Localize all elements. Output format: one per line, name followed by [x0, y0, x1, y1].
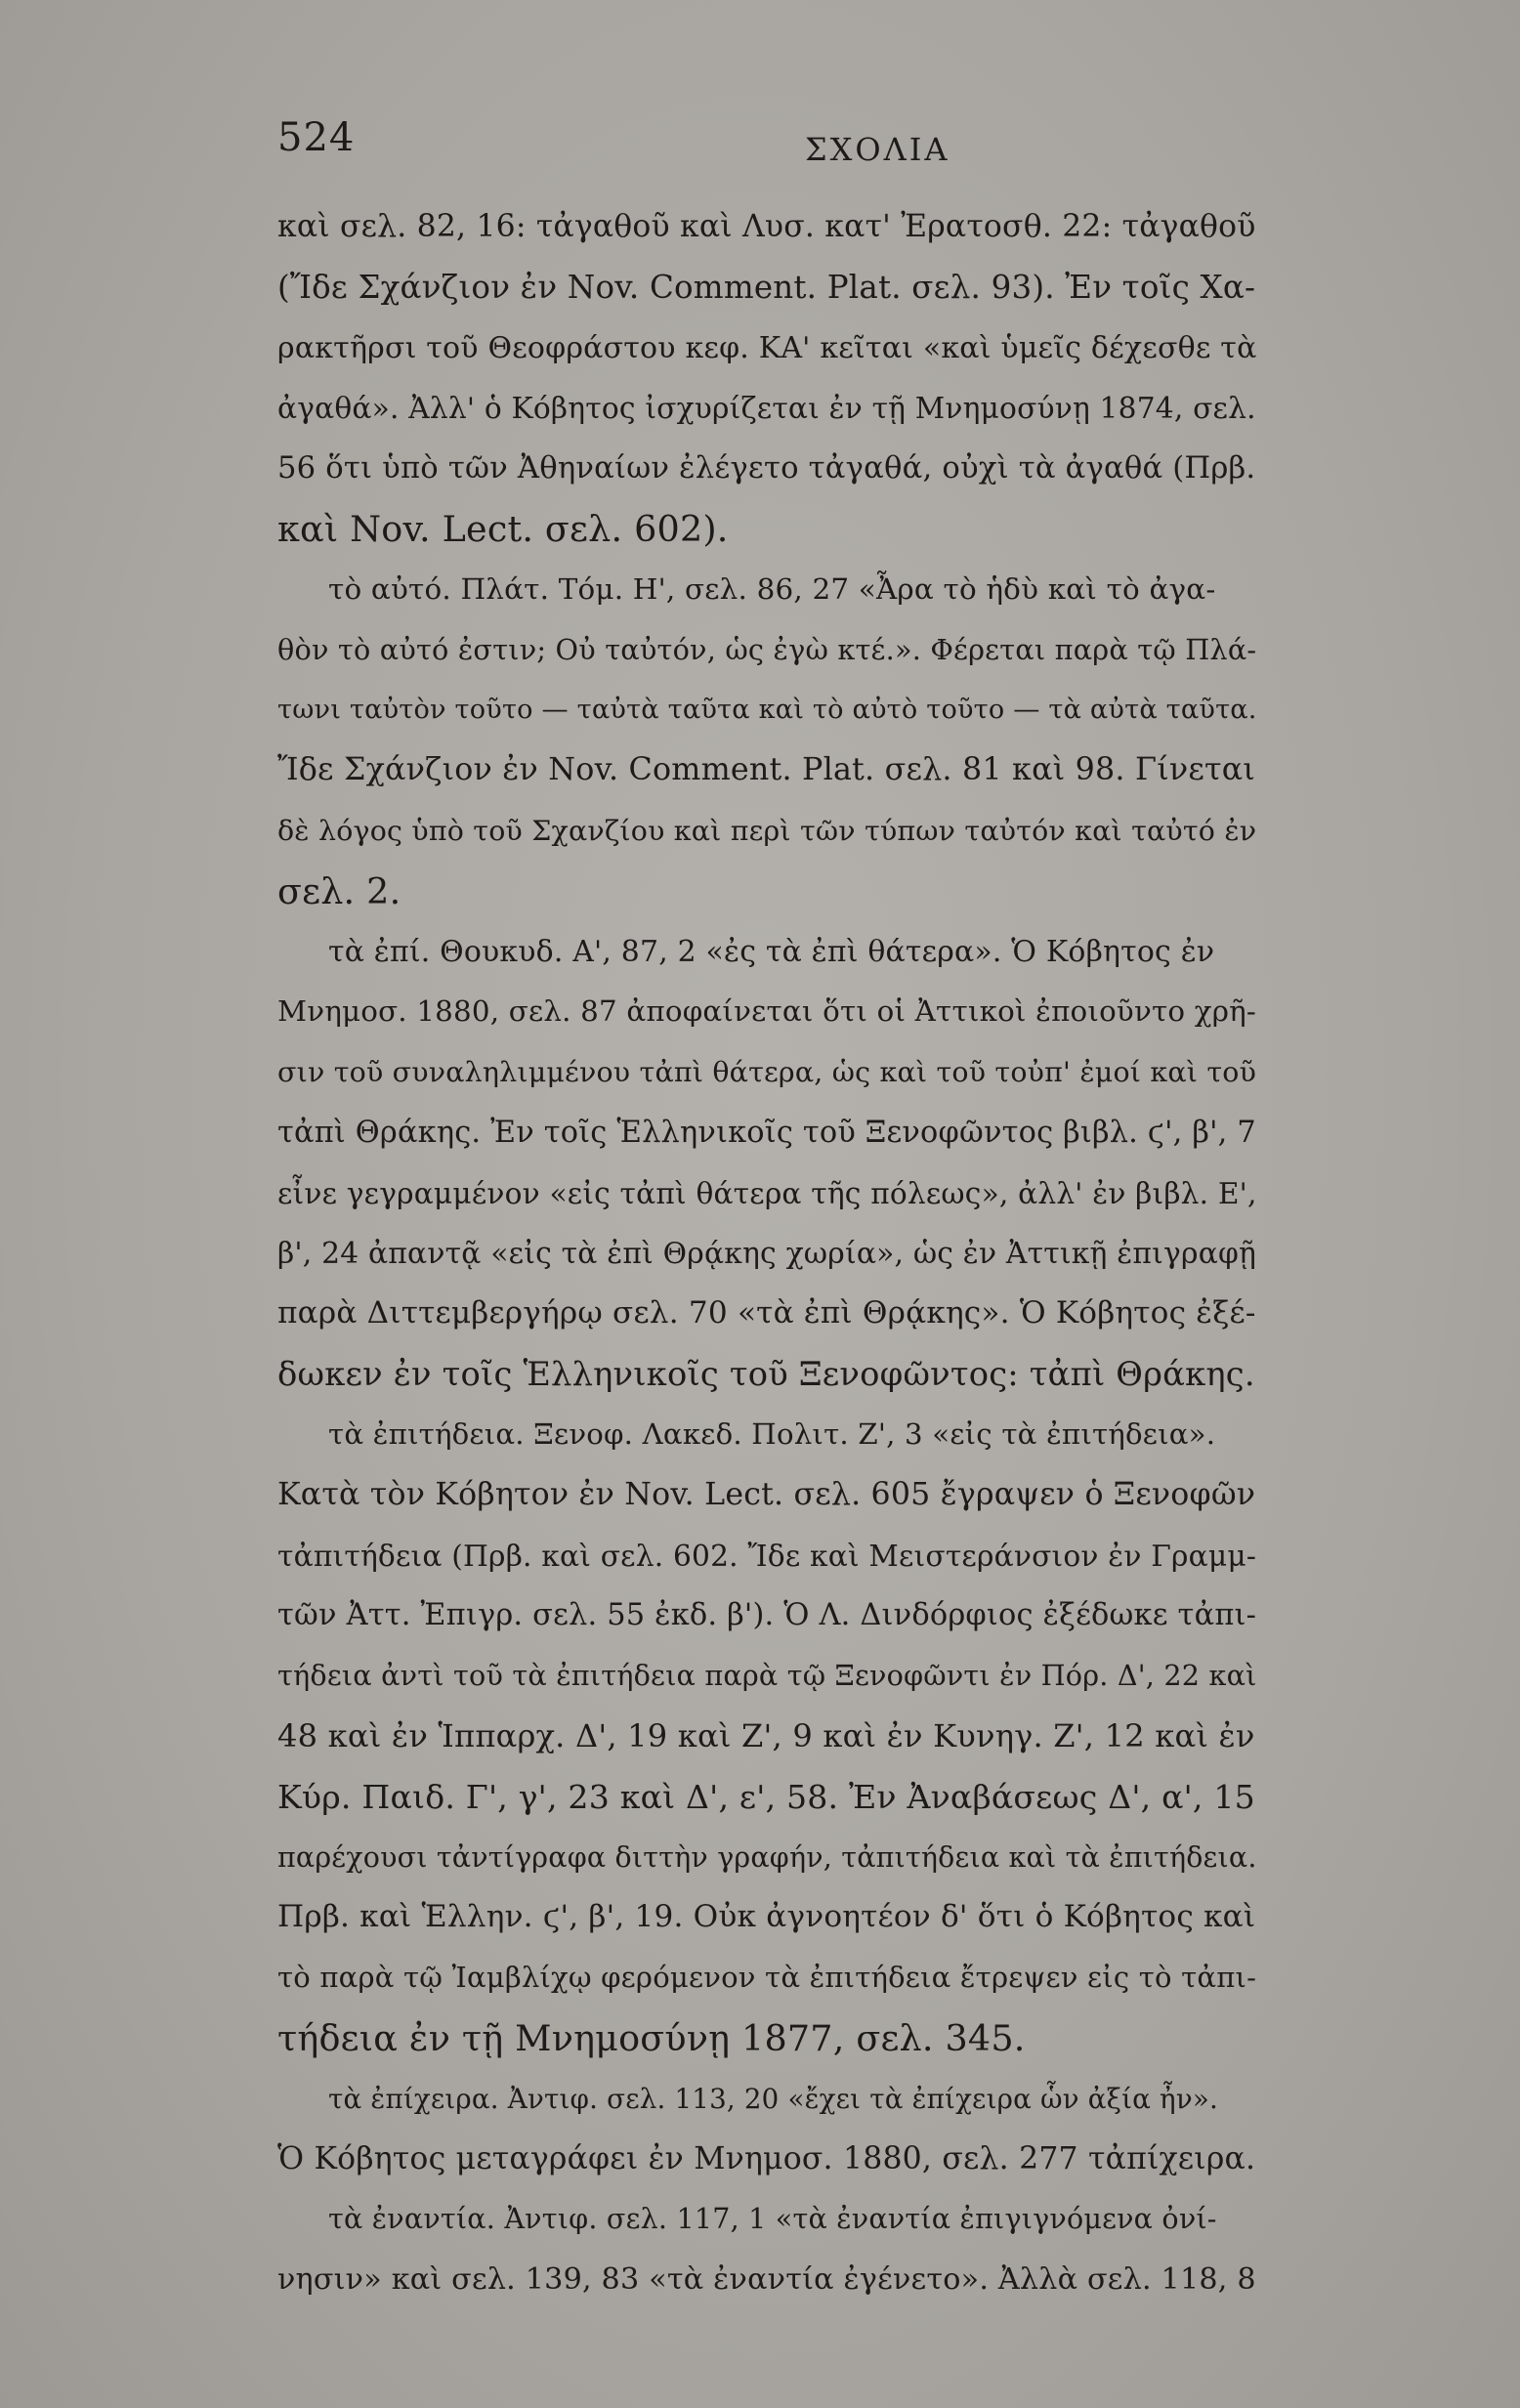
text-line: Κατὰ τὸν Κόβητον ἐν Nov. Lect. σελ. 605 ἔγραψεν ὁ Ξενοφῶν	[277, 1476, 1256, 1512]
text-line: τὰ ἐπίχειρα. Ἀντιφ. σελ. 113, 20 «ἔχει τὰ ἐπίχειρα ὧν ἀξία ἦν».	[328, 2082, 1218, 2115]
text-line: καὶ Nov. Lect. σελ. 602).	[277, 507, 729, 550]
text-line: τωνι ταὐτὸν τοῦτο — ταὐτὰ ταῦτα καὶ τὸ αὐτὸ τοῦτο — τὰ αὐτὰ ταῦτα.	[277, 695, 1257, 726]
text-line: τήδεια ἐν τῇ Μνημοσύνῃ 1877, σελ. 345.	[277, 2016, 1026, 2059]
text-line: καὶ σελ. 82, 16: τἀγαθοῦ καὶ Λυσ. κατ' Ἐρατοσθ. 22: τἀγαθοῦ	[277, 209, 1256, 244]
text-line: ἀγαθά». Ἀλλ' ὁ Κόβητος ἰσχυρίζεται ἐν τῇ Μνημοσύνῃ 1874, σελ.	[277, 391, 1256, 426]
text-line: Ὁ Κόβητος μεταγράφει ἐν Μνημοσ. 1880, σελ. 277 τἀπίχειρα.	[277, 2140, 1256, 2176]
text-line: Πρβ. καὶ Ἑλλην. ϛ', β', 19. Οὐκ ἀγνοητέον δ' ὅτι ὁ Κόβητος καὶ	[277, 1899, 1256, 1935]
text-line: τὰ ἐναντία. Ἀντιφ. σελ. 117, 1 «τὰ ἐναντία ἐπιγιγνόμενα ὀνί-	[328, 2202, 1217, 2236]
text-line: παρὰ Διττεμβεργήρῳ σελ. 70 «τὰ ἐπὶ Θρᾴκης». Ὁ Κόβητος ἐξέ-	[277, 1295, 1256, 1331]
text-line: θὸν τὸ αὐτό ἐστιν; Οὐ ταὐτόν, ὡς ἐγὼ κτέ.». Φέρεται παρὰ τῷ Πλά-	[277, 632, 1257, 666]
text-line: τήδεια ἀντὶ τοῦ τὰ ἐπιτήδεια παρὰ τῷ Ξενοφῶντι ἐν Πόρ. Δ', 22 καὶ	[277, 1659, 1257, 1693]
text-line: τἀπιτήδεια (Πρβ. καὶ σελ. 602. Ἴδε καὶ Μειστεράνσιον ἐν Γραμμ-	[277, 1538, 1257, 1573]
page-header	[277, 115, 1274, 174]
text-line: Μνημοσ. 1880, σελ. 87 ἀποφαίνεται ὅτι οἱ Ἀττικοὶ ἐποιοῦντο χρῆ-	[277, 994, 1257, 1029]
text-line: παρέχουσι τἀντίγραφα διττὴν γραφήν, τἀπιτήδεια καὶ τὰ ἐπιτήδεια.	[277, 1840, 1257, 1874]
text-line: τὰ ἐπί. Θουκυδ. Α', 87, 2 «ἐς τὰ ἐπὶ θάτερα». Ὁ Κόβητος ἐν	[328, 934, 1215, 969]
text-line: νησιν» καὶ σελ. 139, 83 «τὰ ἐναντία ἐγένετο». Ἀλλὰ σελ. 118, 8	[277, 2262, 1256, 2298]
text-line: τὰ ἐπιτήδεια. Ξενοφ. Λακεδ. Πολιτ. Ζ', 3 «εἰς τὰ ἐπιτήδεια».	[328, 1416, 1216, 1451]
text-line: 48 καὶ ἐν Ἱππαρχ. Δ', 19 καὶ Ζ', 9 καὶ ἐν Κυνηγ. Ζ', 12 καὶ ἐν	[277, 1716, 1255, 1754]
text-line: Ἴδε Σχάνζιον ἐν Nov. Comment. Plat. σελ. 81 καὶ 98. Γίνεται	[277, 752, 1256, 788]
text-line: τῶν Ἀττ. Ἐπιγρ. σελ. 55 ἐκδ. β'). Ὁ Λ. Δινδόρφιος ἐξέδωκε τἀπι-	[277, 1598, 1257, 1633]
text-line: 56 ὅτι ὑπὸ τῶν Ἀθηναίων ἐλέγετο τἀγαθά, οὐχὶ τὰ ἀγαθά (Πρβ.	[277, 451, 1256, 486]
body-text	[277, 197, 1518, 2310]
text-line: εἶνε γεγραμμένον «εἰς τἀπὶ θάτερα τῆς πόλεως», ἀλλ' ἐν βιβλ. Ε',	[277, 1175, 1257, 1210]
text-line: ρακτῆρσι τοῦ Θεοφράστου κεφ. ΚΑ' κεῖται «καὶ ὑμεῖς δέχεσθε τὰ	[277, 330, 1257, 365]
text-line: δωκεν ἐν τοῖς Ἑλληνικοῖς τοῦ Ξενοφῶντος: τἀπὶ Θράκης.	[277, 1355, 1255, 1394]
text-line: σιν τοῦ συναληλιμμένου τἀπὶ θάτερα, ὡς καὶ τοῦ τοὐπ' ἐμοί καὶ τοῦ	[277, 1056, 1257, 1089]
text-line: β', 24 ἀπαντᾷ «εἰς τὰ ἐπὶ Θρᾴκης χωρία», ὡς ἐν Ἀττικῇ ἐπιγραφῇ	[277, 1236, 1257, 1271]
text-line: δὲ λόγος ὑπὸ τοῦ Σχανζίου καὶ περὶ τῶν τύπων ταὐτόν καὶ ταὐτό ἐν	[277, 814, 1257, 847]
text-line: Κύρ. Παιδ. Γ', γ', 23 καὶ Δ', ε', 58. Ἐν Ἀναβάσεως Δ', α', 15	[277, 1777, 1255, 1816]
text-line: τἀπὶ Θράκης. Ἐν τοῖς Ἑλληνικοῖς τοῦ Ξενοφῶντος βιβλ. ϛ', β', 7	[277, 1115, 1256, 1150]
text-line: τὸ αὐτό. Πλάτ. Τόμ. Η', σελ. 86, 27 «Ἆρα τὸ ἡδὺ καὶ τὸ ἀγα-	[328, 571, 1216, 606]
text-line: σελ. 2.	[277, 869, 401, 912]
running-title: ΣΧΟΛΙΑ	[805, 131, 950, 168]
text-line: τὸ παρὰ τῷ Ἰαμβλίχῳ φερόμενον τὰ ἐπιτήδεια ἔτρεψεν εἰς τὸ τἀπι-	[277, 1961, 1257, 1995]
page-number: 524	[277, 115, 356, 160]
text-line: (Ἴδε Σχάνζιον ἐν Nov. Comment. Plat. σελ. 93). Ἐν τοῖς Χα-	[277, 268, 1256, 306]
